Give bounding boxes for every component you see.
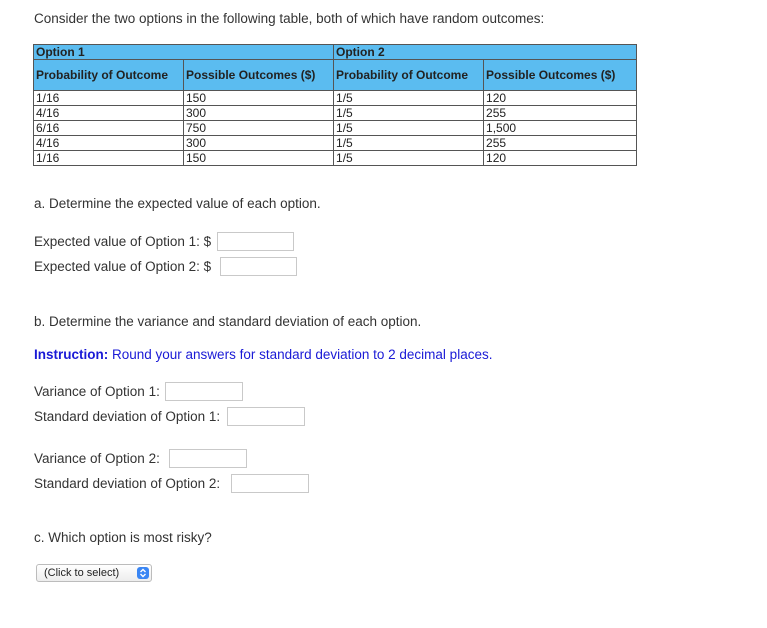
instruction-body: Round your answers for standard deviation to 2 decimal places. (108, 347, 493, 362)
question-a: a. Determine the expected value of each option. (34, 196, 321, 211)
ev2-input[interactable] (220, 257, 297, 276)
option2-prob-header: Probability of Outcome (334, 60, 484, 91)
option1-probability: 6/16 (34, 121, 184, 136)
options-table (33, 44, 637, 166)
option1-outcome: 150 (184, 151, 334, 166)
option2-outcome: 1,500 (484, 121, 637, 136)
option1-outcome: 300 (184, 106, 334, 121)
var1-input[interactable] (165, 382, 243, 401)
option2-outcome: 255 (484, 106, 637, 121)
table-row (34, 121, 637, 136)
option1-outcome: 300 (184, 136, 334, 151)
table-row (34, 106, 637, 121)
option1-probability: 4/16 (34, 106, 184, 121)
question-c: c. Which option is most risky? (34, 530, 212, 545)
sd2-input[interactable] (231, 474, 309, 493)
table-row (34, 136, 637, 151)
intro-text: Consider the two options in the following table, both of which have random outcomes: (34, 11, 545, 26)
sd1-label: Standard deviation of Option 1: (34, 409, 221, 424)
riskiest-option-select[interactable] (36, 564, 152, 582)
option2-outcome: 120 (484, 91, 637, 106)
ev1-label: Expected value of Option 1: $ (34, 234, 212, 249)
option2-probability: 1/5 (334, 121, 484, 136)
option1-outcome: 150 (184, 91, 334, 106)
option1-title: Option 1 (34, 45, 334, 60)
option2-title: Option 2 (334, 45, 637, 60)
option1-outcome: 750 (184, 121, 334, 136)
var1-label: Variance of Option 1: (34, 384, 160, 399)
option1-prob-header: Probability of Outcome (34, 60, 184, 91)
option2-outcome-header: Possible Outcomes ($) (484, 60, 637, 91)
instruction-prefix: Instruction: (34, 347, 109, 362)
ev2-label: Expected value of Option 2: $ (34, 259, 212, 274)
option1-probability: 1/16 (34, 91, 184, 106)
sd2-label: Standard deviation of Option 2: (34, 476, 221, 491)
option1-outcome-header: Possible Outcomes ($) (184, 60, 334, 91)
option2-outcome: 120 (484, 151, 637, 166)
ev1-input[interactable] (217, 232, 294, 251)
select-arrows-icon (137, 567, 149, 579)
table-row (34, 91, 637, 106)
select-label: (Click to select) (44, 567, 120, 579)
option2-probability: 1/5 (334, 91, 484, 106)
option2-outcome: 255 (484, 136, 637, 151)
option2-probability: 1/5 (334, 151, 484, 166)
question-b: b. Determine the variance and standard deviation of each option. (34, 314, 422, 329)
instruction-text (34, 347, 492, 362)
option1-probability: 1/16 (34, 151, 184, 166)
option1-probability: 4/16 (34, 136, 184, 151)
var2-input[interactable] (169, 449, 247, 468)
table-row (34, 151, 637, 166)
option2-probability: 1/5 (334, 136, 484, 151)
option2-probability: 1/5 (334, 106, 484, 121)
sd1-input[interactable] (227, 407, 305, 426)
var2-label: Variance of Option 2: (34, 451, 160, 466)
